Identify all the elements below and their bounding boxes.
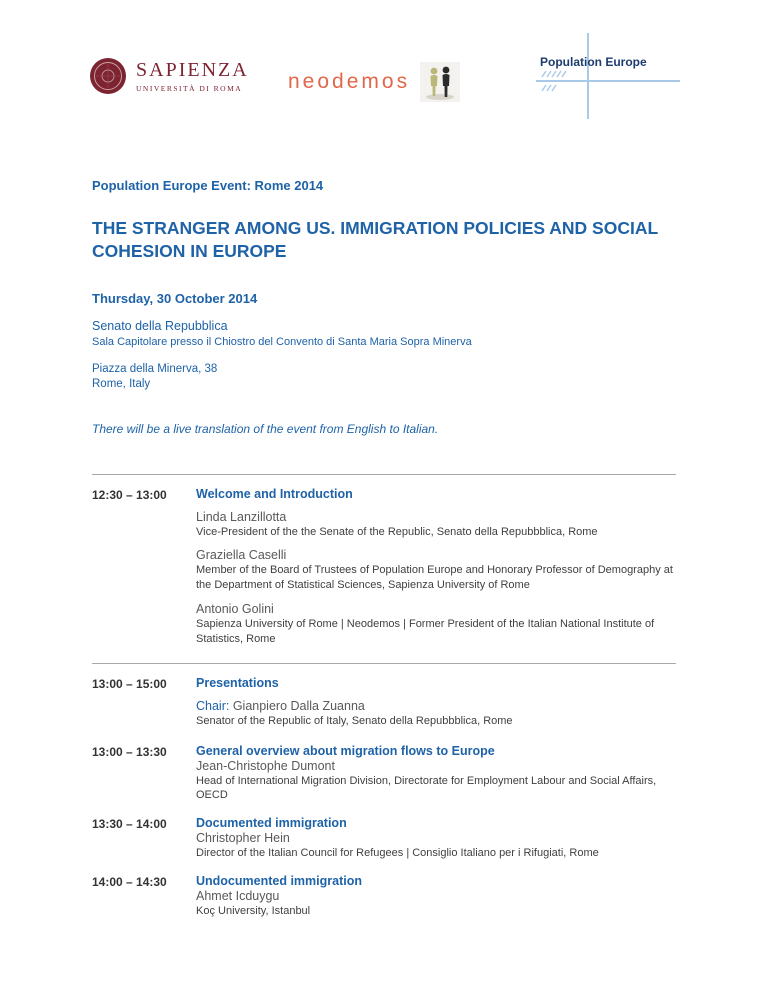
- speaker-description: Sapienza University of Rome | Neodemos | Former President of the Italian National Institute of Statistics, Rome: [196, 618, 655, 645]
- speaker-name: Christopher Hein: [196, 831, 290, 846]
- session-body: [196, 487, 676, 647]
- neodemos-figures-icon: [420, 62, 460, 102]
- session-body: [196, 874, 676, 919]
- neodemos-wordmark: neodemos: [288, 70, 411, 93]
- event-date: Thursday, 30 October 2014: [92, 290, 258, 306]
- session-title: Documented immigration: [196, 816, 347, 831]
- population-europe-wordmark: Population Europe: [540, 55, 647, 69]
- session-title: Undocumented immigration: [196, 874, 362, 889]
- session-time: 13:00 – 15:00: [92, 676, 167, 691]
- speaker-description: Head of International Migration Division, Directorate for Employment Labour and Social Affairs, OECD: [196, 774, 657, 802]
- speaker-name: Jean-Christophe Dumont: [196, 758, 335, 773]
- page-title: THE STRANGER AMONG US. IMMIGRATION POLICIES AND SOCIAL COHESION IN EUROPE: [92, 218, 658, 261]
- speaker-name: Ahmet Icduygu: [196, 889, 280, 904]
- session-body: [196, 744, 676, 804]
- schedule-session-presentations: [92, 664, 676, 733]
- logo-row: [0, 0, 768, 130]
- session-title: Welcome and Introduction: [196, 486, 353, 501]
- session-time: 13:00 – 13:30: [92, 744, 167, 759]
- chair-description: Senator of the Republic of Italy, Senato della Repubbblica, Rome: [196, 714, 513, 727]
- speaker-description: Director of the Italian Council for Refugees | Consiglio Italiano per i Rifugiati, Rome: [196, 847, 599, 860]
- schedule-session-welcome: [92, 475, 676, 647]
- sapienza-logo: [88, 56, 249, 96]
- session-time: 12:30 – 13:00: [92, 487, 167, 502]
- sapienza-seal-icon: [88, 56, 128, 96]
- schedule-session-documented: [92, 805, 676, 863]
- sapienza-name: SAPIENZA: [136, 59, 249, 81]
- venue-detail: Sala Capitolare presso il Chiostro del Convento di Santa Maria Sopra Minerva: [92, 335, 472, 348]
- speaker-description: Koç University, Istanbul: [196, 905, 311, 918]
- population-europe-logo: [528, 33, 680, 124]
- speaker-entry: [196, 510, 676, 540]
- session-body: [196, 816, 676, 861]
- sapienza-wordmark: [136, 59, 249, 93]
- chair-name: Gianpiero Dalla Zuanna: [232, 698, 365, 713]
- speaker-entry: [196, 548, 676, 593]
- chair-line: [196, 699, 676, 713]
- speaker-name: Antonio Golini: [196, 602, 274, 617]
- speaker-description: Member of the Board of Trustees of Population Europe and Honorary Professor of Demography at the Department of Statistical Sciences, Sapienza University of Rome: [196, 564, 673, 592]
- speaker-description: Vice-President of the the Senate of the Republic, Senato della Repubbblica, Rome: [196, 525, 598, 538]
- speaker-entry: [196, 889, 676, 919]
- venue-address: Piazza della Minerva, 38: [92, 362, 218, 375]
- schedule-session-undocumented: [92, 863, 676, 921]
- session-body: [196, 676, 676, 729]
- venue-city: Rome, Italy: [92, 377, 151, 390]
- speaker-name: Graziella Caselli: [196, 548, 287, 563]
- sapienza-subtitle: UNIVERSITÀ DI ROMA: [136, 84, 243, 93]
- session-title: Presentations: [196, 675, 279, 690]
- speaker-entry: [196, 602, 676, 647]
- document-content: [92, 178, 676, 921]
- chair-entry: [196, 699, 676, 729]
- population-europe-cross-icon: [528, 33, 680, 119]
- chair-label: Chair:: [196, 698, 233, 713]
- session-time: 13:30 – 14:00: [92, 817, 167, 832]
- translation-note: There will be a live translation of the event from English to Italian.: [92, 421, 439, 436]
- speaker-entry: [196, 831, 676, 861]
- venue-name: Senato della Repubblica: [92, 318, 228, 333]
- event-label: Population Europe Event: Rome 2014: [92, 178, 324, 193]
- speaker-entry: [196, 759, 676, 804]
- session-title: General overview about migration flows to Europe: [196, 743, 495, 758]
- neodemos-logo: [288, 62, 460, 102]
- speaker-name: Linda Lanzillotta: [196, 509, 287, 524]
- session-time: 14:00 – 14:30: [92, 875, 167, 890]
- schedule-session-overview: [92, 733, 676, 806]
